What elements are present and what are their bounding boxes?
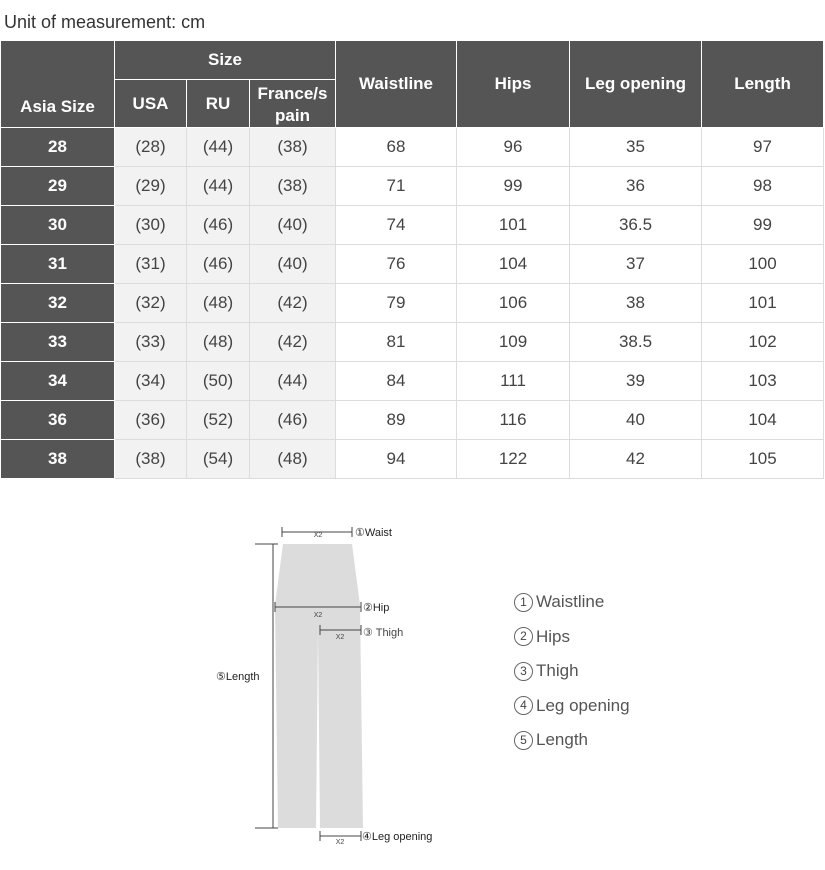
cell-usa: (30) [115, 206, 187, 245]
waist-x2-label: X2 [313, 532, 323, 539]
cell-waistline: 84 [336, 362, 457, 401]
cell-waistline: 79 [336, 284, 457, 323]
table-row [1, 128, 824, 167]
cell-length: 101 [702, 284, 824, 323]
cell-asia-size: 34 [1, 362, 115, 401]
cell-leg-opening: 36.5 [570, 206, 702, 245]
cell-hips: 101 [457, 206, 570, 245]
cell-length: 103 [702, 362, 824, 401]
cell-leg-opening: 36 [570, 167, 702, 206]
legend-item-length [514, 723, 630, 758]
thigh-label: ③ Thigh [363, 627, 404, 639]
cell-usa: (32) [115, 284, 187, 323]
cell-france-spain: (44) [250, 362, 336, 401]
cell-leg-opening: 35 [570, 128, 702, 167]
cell-waistline: 68 [336, 128, 457, 167]
table-row [1, 284, 824, 323]
leg-opening-x2-label: X2 [335, 839, 345, 846]
thigh-x2-label: X2 [335, 634, 345, 641]
cell-leg-opening: 38.5 [570, 323, 702, 362]
cell-france-spain: (42) [250, 323, 336, 362]
cell-leg-opening: 38 [570, 284, 702, 323]
hip-label: ②Hip [363, 602, 390, 614]
cell-ru: (50) [187, 362, 250, 401]
cell-france-spain: (46) [250, 401, 336, 440]
cell-waistline: 89 [336, 401, 457, 440]
header-size-group: Size [115, 41, 336, 80]
cell-france-spain: (40) [250, 245, 336, 284]
table-row [1, 245, 824, 284]
cell-waistline: 74 [336, 206, 457, 245]
cell-hips: 106 [457, 284, 570, 323]
legend-number: 5 [514, 731, 533, 750]
table-row [1, 323, 824, 362]
cell-ru: (54) [187, 440, 250, 479]
cell-ru: (46) [187, 206, 250, 245]
cell-length: 99 [702, 206, 824, 245]
cell-hips: 96 [457, 128, 570, 167]
legend-item-waistline [514, 585, 630, 620]
table-row [1, 401, 824, 440]
cell-ru: (48) [187, 323, 250, 362]
unit-label: Unit of measurement: cm [4, 12, 206, 32]
cell-asia-size: 36 [1, 401, 115, 440]
cell-waistline: 76 [336, 245, 457, 284]
cell-ru: (44) [187, 167, 250, 206]
cell-france-spain: (38) [250, 167, 336, 206]
size-chart-table [0, 40, 824, 479]
header-leg-opening: Leg opening [570, 41, 702, 128]
cell-usa: (31) [115, 245, 187, 284]
cell-ru: (52) [187, 401, 250, 440]
header-asia-size: Asia Size [1, 41, 115, 128]
cell-waistline: 71 [336, 167, 457, 206]
pants-silhouette [275, 544, 363, 828]
cell-length: 105 [702, 440, 824, 479]
leg-opening-label: ④Leg opening [362, 831, 433, 843]
cell-asia-size: 32 [1, 284, 115, 323]
cell-france-spain: (48) [250, 440, 336, 479]
cell-usa: (33) [115, 323, 187, 362]
cell-length: 97 [702, 128, 824, 167]
cell-usa: (28) [115, 128, 187, 167]
cell-france-spain: (38) [250, 128, 336, 167]
cell-length: 100 [702, 245, 824, 284]
pants-diagram [200, 510, 450, 855]
cell-leg-opening: 42 [570, 440, 702, 479]
cell-usa: (29) [115, 167, 187, 206]
cell-length: 104 [702, 401, 824, 440]
legend-label: Leg opening [536, 695, 630, 715]
cell-waistline: 81 [336, 323, 457, 362]
cell-usa: (36) [115, 401, 187, 440]
cell-length: 102 [702, 323, 824, 362]
cell-asia-size: 30 [1, 206, 115, 245]
header-waistline: Waistline [336, 41, 457, 128]
table-row [1, 362, 824, 401]
legend-label: Hips [536, 626, 571, 646]
cell-ru: (46) [187, 245, 250, 284]
cell-asia-size: 38 [1, 440, 115, 479]
cell-hips: 111 [457, 362, 570, 401]
cell-leg-opening: 37 [570, 245, 702, 284]
hip-x2-label: X2 [313, 612, 323, 619]
cell-hips: 109 [457, 323, 570, 362]
cell-asia-size: 29 [1, 167, 115, 206]
length-label: ⑤Length [216, 671, 260, 683]
header-ru: RU [187, 80, 250, 128]
table-row [1, 206, 824, 245]
legend-label: Waistline [536, 592, 605, 612]
measurement-legend [514, 585, 630, 758]
cell-hips: 104 [457, 245, 570, 284]
table-row [1, 440, 824, 479]
cell-france-spain: (42) [250, 284, 336, 323]
cell-asia-size: 28 [1, 128, 115, 167]
legend-number: 1 [514, 593, 533, 612]
cell-hips: 122 [457, 440, 570, 479]
cell-france-spain: (40) [250, 206, 336, 245]
cell-leg-opening: 39 [570, 362, 702, 401]
cell-usa: (34) [115, 362, 187, 401]
cell-waistline: 94 [336, 440, 457, 479]
cell-asia-size: 31 [1, 245, 115, 284]
cell-hips: 116 [457, 401, 570, 440]
cell-length: 98 [702, 167, 824, 206]
waist-label: ①Waist [355, 527, 392, 539]
legend-label: Length [536, 730, 588, 750]
cell-usa: (38) [115, 440, 187, 479]
header-france-spain: France/s pain [250, 80, 336, 128]
header-hips: Hips [457, 41, 570, 128]
cell-ru: (44) [187, 128, 250, 167]
cell-ru: (48) [187, 284, 250, 323]
cell-leg-opening: 40 [570, 401, 702, 440]
cell-hips: 99 [457, 167, 570, 206]
header-length: Length [702, 41, 824, 128]
cell-asia-size: 33 [1, 323, 115, 362]
legend-item-leg-opening [514, 689, 630, 724]
legend-number: 3 [514, 662, 533, 681]
table-row [1, 167, 824, 206]
legend-item-hips [514, 620, 630, 655]
legend-label: Thigh [536, 661, 579, 681]
header-usa: USA [115, 80, 187, 128]
legend-number: 2 [514, 627, 533, 646]
legend-item-thigh [514, 654, 630, 689]
legend-number: 4 [514, 696, 533, 715]
